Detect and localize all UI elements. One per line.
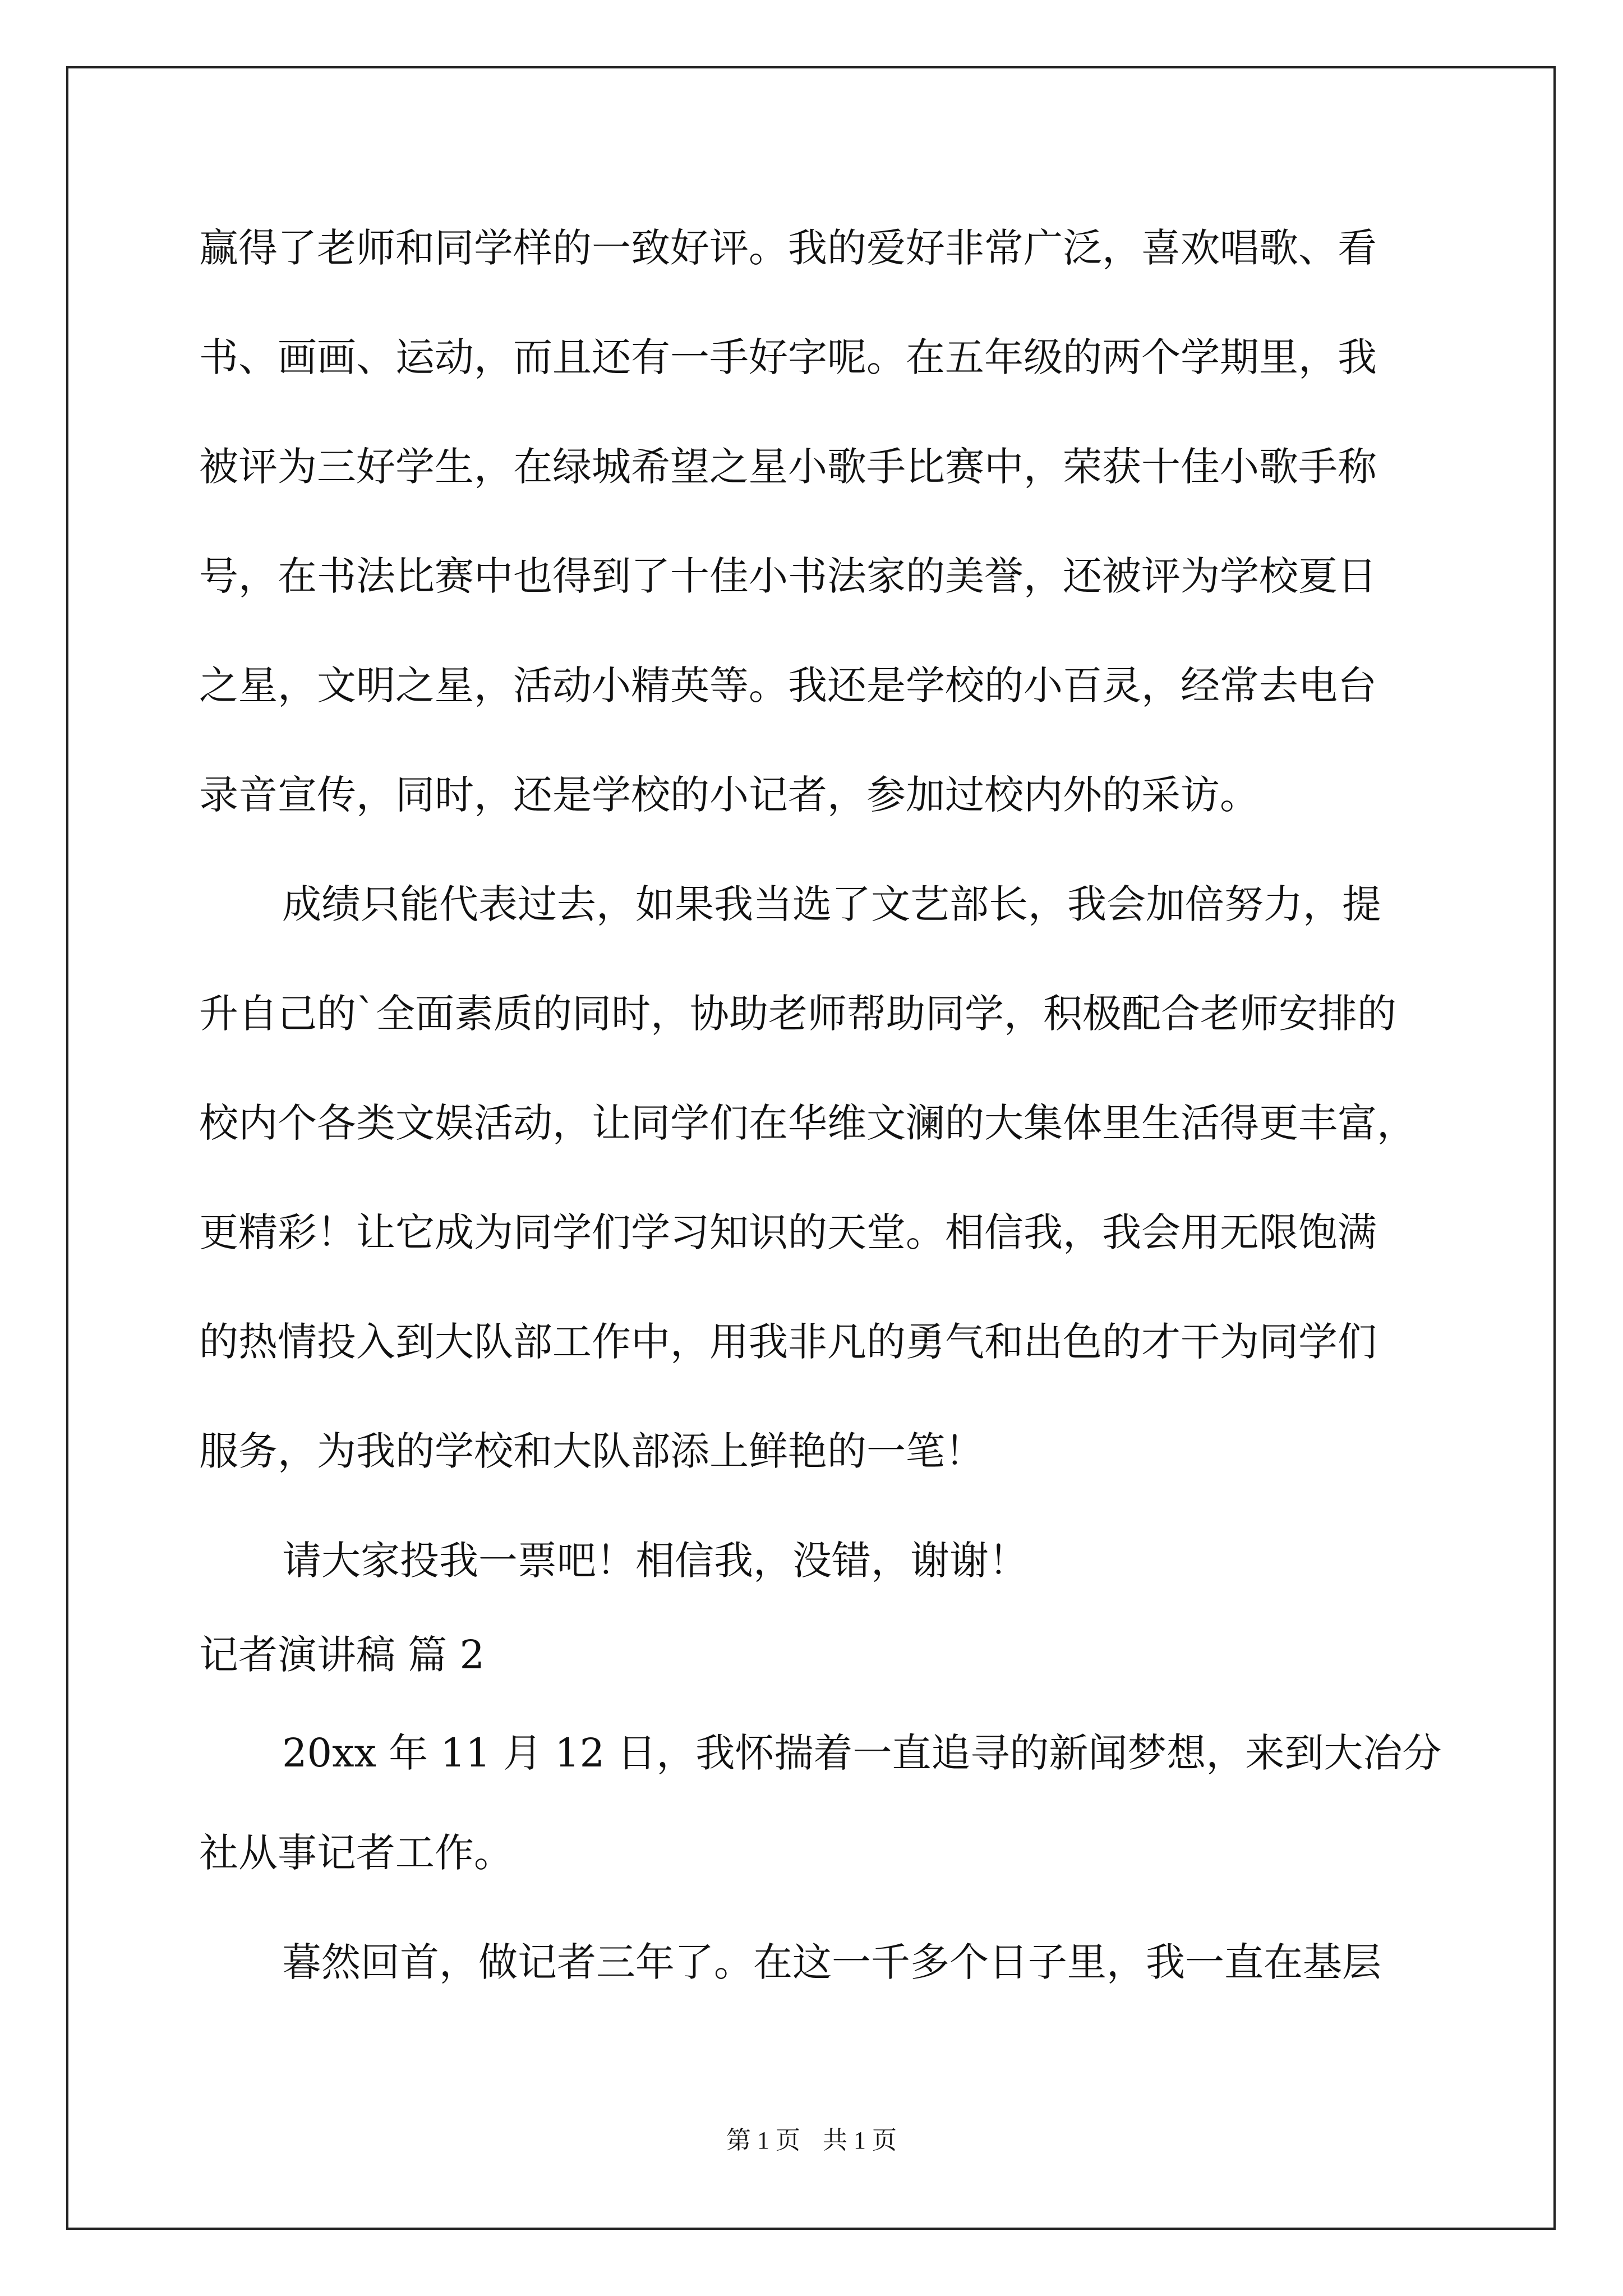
text-line: 20xx 年 11 月 12 日，我怀揣着一直追寻的新闻梦想，来到大冶分	[282, 1730, 1442, 1776]
section-heading: 记者演讲稿 篇 2	[199, 1632, 485, 1678]
text-line: 的热情投入到大队部工作中，用我非凡的勇气和出色的才干为同学们	[199, 1319, 1377, 1365]
text-line: 成绩只能代表过去，如果我当选了文艺部长，我会加倍努力，提	[282, 881, 1381, 927]
page-footer	[0, 2124, 1623, 2157]
text-line: 录音宣传，同时，还是学校的小记者，参加过校内外的采访。	[199, 772, 1259, 818]
text-line: 号，在书法比赛中也得到了十佳小书法家的美誉，还被评为学校夏日	[199, 553, 1377, 599]
text-line: 被评为三好学生，在绿城希望之星小歌手比赛中，荣获十佳小歌手称	[199, 444, 1377, 490]
text-line: 之星，文明之星，活动小精英等。我还是学校的小百灵，经常去电台	[199, 662, 1377, 708]
text-line: 更精彩！让它成为同学们学习知识的天堂。相信我，我会用无限饱满	[199, 1209, 1377, 1255]
page-number: 第 1 页	[726, 2127, 800, 2154]
text-line: 服务，为我的学校和大队部添上鲜艳的一笔！	[199, 1428, 984, 1474]
text-line: 书、画画、运动，而且还有一手好字呢。在五年级的两个学期里，我	[199, 334, 1377, 380]
text-line: 校内个各类文娱活动，让同学们在华维文澜的大集体里生活得更丰富，	[199, 1100, 1416, 1146]
text-line: 赢得了老师和同学样的一致好评。我的爱好非常广泛，喜欢唱歌、看	[199, 225, 1377, 271]
page-total: 共 1 页	[823, 2127, 897, 2154]
text-line: 升自己的`全面素质的同时，协助老师帮助同学，积极配合老师安排的	[199, 991, 1396, 1037]
text-line: 请大家投我一票吧！相信我，没错，谢谢！	[282, 1538, 1028, 1584]
text-line: 暮然回首，做记者三年了。在这一千多个日子里，我一直在基层	[282, 1939, 1381, 1985]
text-line: 社从事记者工作。	[199, 1830, 513, 1876]
